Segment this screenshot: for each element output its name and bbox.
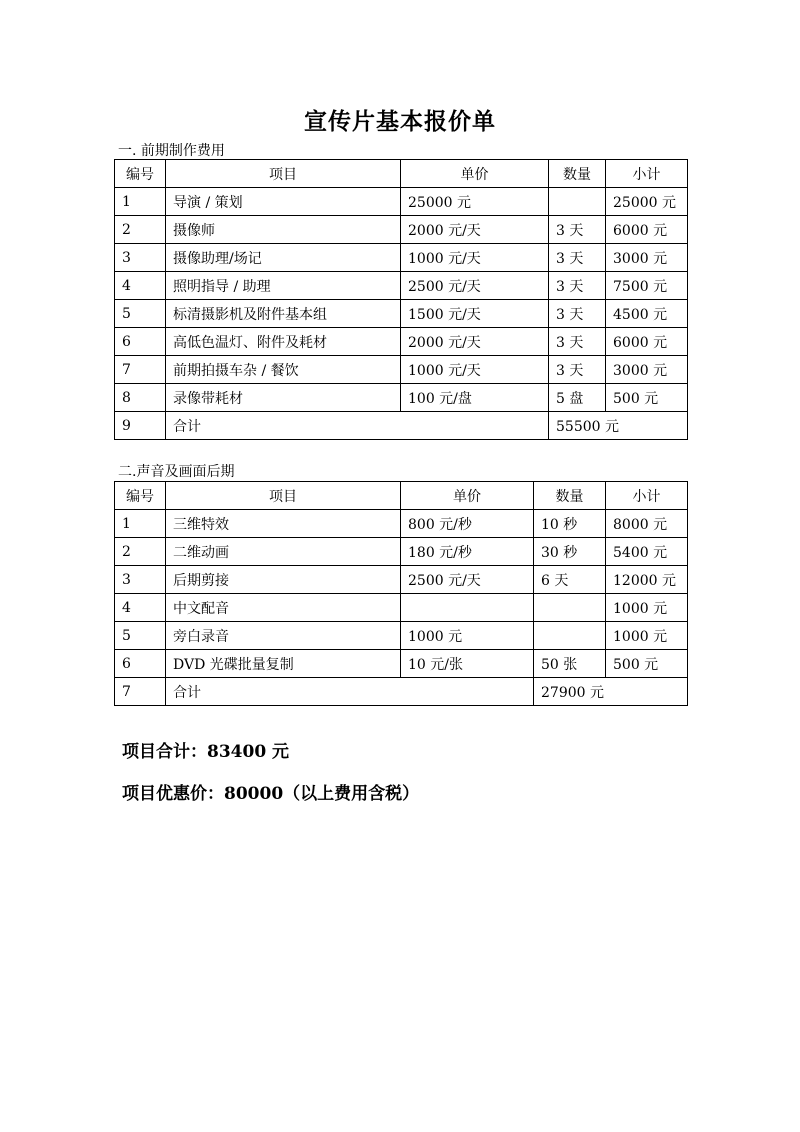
- cell-unit-price: 2000 元/天: [401, 328, 549, 356]
- cell-unit-price: [401, 594, 534, 622]
- cell-quantity: 10 秒: [534, 510, 606, 538]
- cell-quantity: [549, 188, 606, 216]
- pre-production-table: [114, 159, 688, 440]
- cell-quantity: [534, 622, 606, 650]
- cell-item: 中文配音: [166, 594, 401, 622]
- cell-item: 前期拍摄车杂 / 餐饮: [166, 356, 401, 384]
- cell-unit-price: 25000 元: [401, 188, 549, 216]
- table-row: [115, 328, 688, 356]
- cell-item: 导演 / 策划: [166, 188, 401, 216]
- header-no: 编号: [115, 482, 166, 510]
- table-row: [115, 538, 688, 566]
- total-label: 合计: [166, 678, 534, 706]
- table-row: [115, 300, 688, 328]
- cell-no: 6: [115, 650, 166, 678]
- cell-no: 1: [115, 510, 166, 538]
- cell-no: 5: [115, 300, 166, 328]
- total-row: [115, 678, 688, 706]
- cell-no: 4: [115, 272, 166, 300]
- cell-unit-price: 1000 元: [401, 622, 534, 650]
- cell-unit-price: 1000 元/天: [401, 356, 549, 384]
- cell-quantity: 3 天: [549, 244, 606, 272]
- cell-quantity: 5 盘: [549, 384, 606, 412]
- cell-unit-price: 100 元/盘: [401, 384, 549, 412]
- total-no: 9: [115, 412, 166, 440]
- table-row: [115, 566, 688, 594]
- project-total: 项目合计：83400 元: [122, 742, 290, 762]
- cell-no: 7: [115, 356, 166, 384]
- cell-no: 2: [115, 216, 166, 244]
- cell-subtotal: 1000 元: [606, 594, 688, 622]
- table-row: [115, 244, 688, 272]
- cell-subtotal: 4500 元: [606, 300, 688, 328]
- table-header-row: [115, 482, 688, 510]
- cell-unit-price: 180 元/秒: [401, 538, 534, 566]
- total-value: 55500 元: [549, 412, 688, 440]
- table-row: [115, 650, 688, 678]
- cell-item: 高低色温灯、附件及耗材: [166, 328, 401, 356]
- header-quantity: 数量: [549, 160, 606, 188]
- table-header-row: [115, 160, 688, 188]
- table-row: [115, 356, 688, 384]
- cell-subtotal: 500 元: [606, 384, 688, 412]
- cell-subtotal: 5400 元: [606, 538, 688, 566]
- cell-item: 标清摄影机及附件基本组: [166, 300, 401, 328]
- table-row: [115, 384, 688, 412]
- header-subtotal: 小计: [606, 160, 688, 188]
- document-title: 宣传片基本报价单: [304, 108, 496, 135]
- cell-item: 旁白录音: [166, 622, 401, 650]
- cell-quantity: 3 天: [549, 328, 606, 356]
- table-row: [115, 216, 688, 244]
- cell-quantity: 6 天: [534, 566, 606, 594]
- cell-no: 6: [115, 328, 166, 356]
- cell-quantity: 3 天: [549, 272, 606, 300]
- cell-subtotal: 12000 元: [606, 566, 688, 594]
- cell-unit-price: 2500 元/天: [401, 272, 549, 300]
- cell-subtotal: 1000 元: [606, 622, 688, 650]
- cell-item: 摄像助理/场记: [166, 244, 401, 272]
- cell-quantity: [534, 594, 606, 622]
- cell-quantity: 3 天: [549, 216, 606, 244]
- header-subtotal: 小计: [606, 482, 688, 510]
- cell-no: 2: [115, 538, 166, 566]
- table-row: [115, 594, 688, 622]
- total-label: 合计: [166, 412, 549, 440]
- discount-price: 项目优惠价：80000（以上费用含税）: [122, 784, 420, 804]
- post-production-table: [114, 481, 688, 706]
- cell-subtotal: 3000 元: [606, 356, 688, 384]
- total-value: 27900 元: [534, 678, 688, 706]
- cell-unit-price: 1500 元/天: [401, 300, 549, 328]
- header-quantity: 数量: [534, 482, 606, 510]
- cell-item: DVD 光碟批量复制: [166, 650, 401, 678]
- section-1-label: 一. 前期制作费用: [118, 143, 225, 159]
- cell-subtotal: 6000 元: [606, 216, 688, 244]
- cell-item: 录像带耗材: [166, 384, 401, 412]
- table-row: [115, 510, 688, 538]
- cell-subtotal: 7500 元: [606, 272, 688, 300]
- header-item: 项目: [166, 482, 401, 510]
- cell-quantity: 30 秒: [534, 538, 606, 566]
- cell-quantity: 50 张: [534, 650, 606, 678]
- cell-no: 4: [115, 594, 166, 622]
- cell-subtotal: 6000 元: [606, 328, 688, 356]
- cell-unit-price: 10 元/张: [401, 650, 534, 678]
- cell-unit-price: 2000 元/天: [401, 216, 549, 244]
- cell-unit-price: 2500 元/天: [401, 566, 534, 594]
- cell-item: 二维动画: [166, 538, 401, 566]
- total-row: [115, 412, 688, 440]
- table-row: [115, 188, 688, 216]
- cell-unit-price: 800 元/秒: [401, 510, 534, 538]
- cell-subtotal: 3000 元: [606, 244, 688, 272]
- cell-no: 8: [115, 384, 166, 412]
- header-no: 编号: [115, 160, 166, 188]
- cell-item: 三维特效: [166, 510, 401, 538]
- cell-quantity: 3 天: [549, 356, 606, 384]
- cell-quantity: 3 天: [549, 300, 606, 328]
- cell-no: 3: [115, 566, 166, 594]
- cell-item: 摄像师: [166, 216, 401, 244]
- cell-item: 照明指导 / 助理: [166, 272, 401, 300]
- cell-subtotal: 8000 元: [606, 510, 688, 538]
- header-unit-price: 单价: [401, 160, 549, 188]
- cell-no: 5: [115, 622, 166, 650]
- header-item: 项目: [166, 160, 401, 188]
- cell-subtotal: 500 元: [606, 650, 688, 678]
- header-unit-price: 单价: [401, 482, 534, 510]
- total-no: 7: [115, 678, 166, 706]
- cell-subtotal: 25000 元: [606, 188, 688, 216]
- cell-item: 后期剪接: [166, 566, 401, 594]
- cell-no: 3: [115, 244, 166, 272]
- table-row: [115, 272, 688, 300]
- cell-no: 1: [115, 188, 166, 216]
- section-2-label: 二.声音及画面后期: [118, 464, 235, 480]
- table-row: [115, 622, 688, 650]
- cell-unit-price: 1000 元/天: [401, 244, 549, 272]
